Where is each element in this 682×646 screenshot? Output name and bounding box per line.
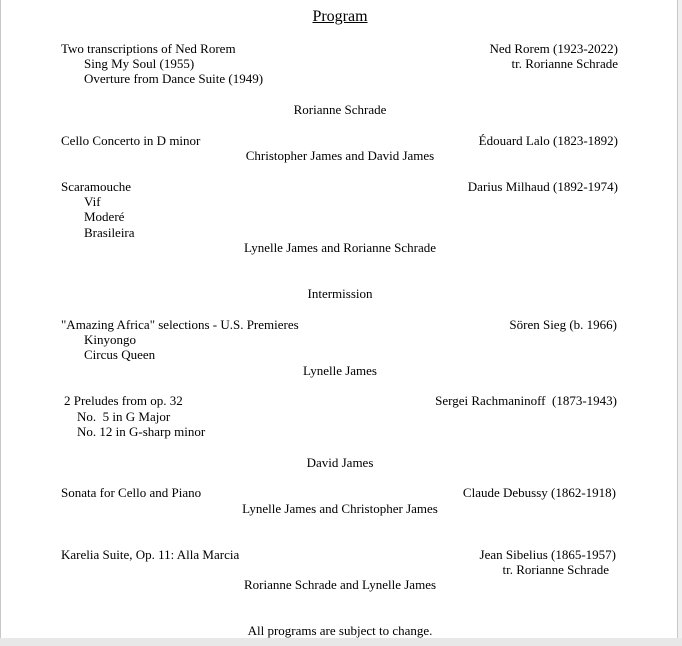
milhaud-work-title: Scaramouche <box>61 179 132 194</box>
milhaud-movement-2: Moderé <box>84 209 125 224</box>
rachmaninoff-movement-2: No. 12 in G-sharp minor <box>77 424 206 439</box>
milhaud-composer: Darius Milhaud (1892-1974) <box>467 179 618 194</box>
rachmaninoff-composer: Sergei Rachmaninoff (1873-1943) <box>435 393 617 408</box>
sieg-work-title: "Amazing Africa" selections - U.S. Premieres <box>61 317 299 332</box>
rorem-composer: Ned Rorem (1923-2022) <box>489 41 618 56</box>
intermission-label: Intermission <box>307 286 373 301</box>
page-bottom-edge <box>0 638 682 646</box>
lalo-work-title: Cello Concerto in D minor <box>61 133 201 148</box>
sibelius-composer: Jean Sibelius (1865-1957) <box>479 547 616 562</box>
sibelius-performers: Rorianne Schrade and Lynelle James <box>243 577 437 592</box>
footer-note: All programs are subject to change. <box>247 623 433 638</box>
milhaud-movement-3: Brasileira <box>84 225 135 240</box>
sieg-movement-1: Kinyongo <box>84 332 136 347</box>
lalo-performers: Christopher James and David James <box>245 148 435 163</box>
rachmaninoff-movement-1: No. 5 in G Major <box>77 409 171 424</box>
sibelius-work-title: Karelia Suite, Op. 11: Alla Marcia <box>61 547 240 562</box>
debussy-performers: Lynelle James and Christopher James <box>242 501 438 516</box>
page-title: Program <box>312 8 368 25</box>
sieg-performers: Lynelle James <box>302 363 377 378</box>
debussy-work-title: Sonata for Cello and Piano <box>61 485 202 500</box>
rachmaninoff-work-title: 2 Preludes from op. 32 <box>64 393 183 408</box>
rachmaninoff-performers: David James <box>306 455 374 470</box>
rorem-work-title: Two transcriptions of Ned Rorem <box>61 41 236 56</box>
rorem-performers: Rorianne Schrade <box>293 102 387 117</box>
sieg-composer: Sören Sieg (b. 1966) <box>509 317 617 332</box>
sieg-movement-2: Circus Queen <box>84 347 156 362</box>
milhaud-performers: Lynelle James and Rorianne Schrade <box>243 240 437 255</box>
lalo-composer: Édouard Lalo (1823-1892) <box>478 133 618 148</box>
debussy-composer: Claude Debussy (1862-1918) <box>462 485 616 500</box>
milhaud-movement-1: Vif <box>84 194 101 209</box>
sibelius-arranger: tr. Rorianne Schrade <box>502 562 609 577</box>
rorem-arranger: tr. Rorianne Schrade <box>511 56 618 71</box>
rorem-movement-2: Overture from Dance Suite (1949) <box>84 71 264 86</box>
rorem-movement-1: Sing My Soul (1955) <box>84 56 195 71</box>
